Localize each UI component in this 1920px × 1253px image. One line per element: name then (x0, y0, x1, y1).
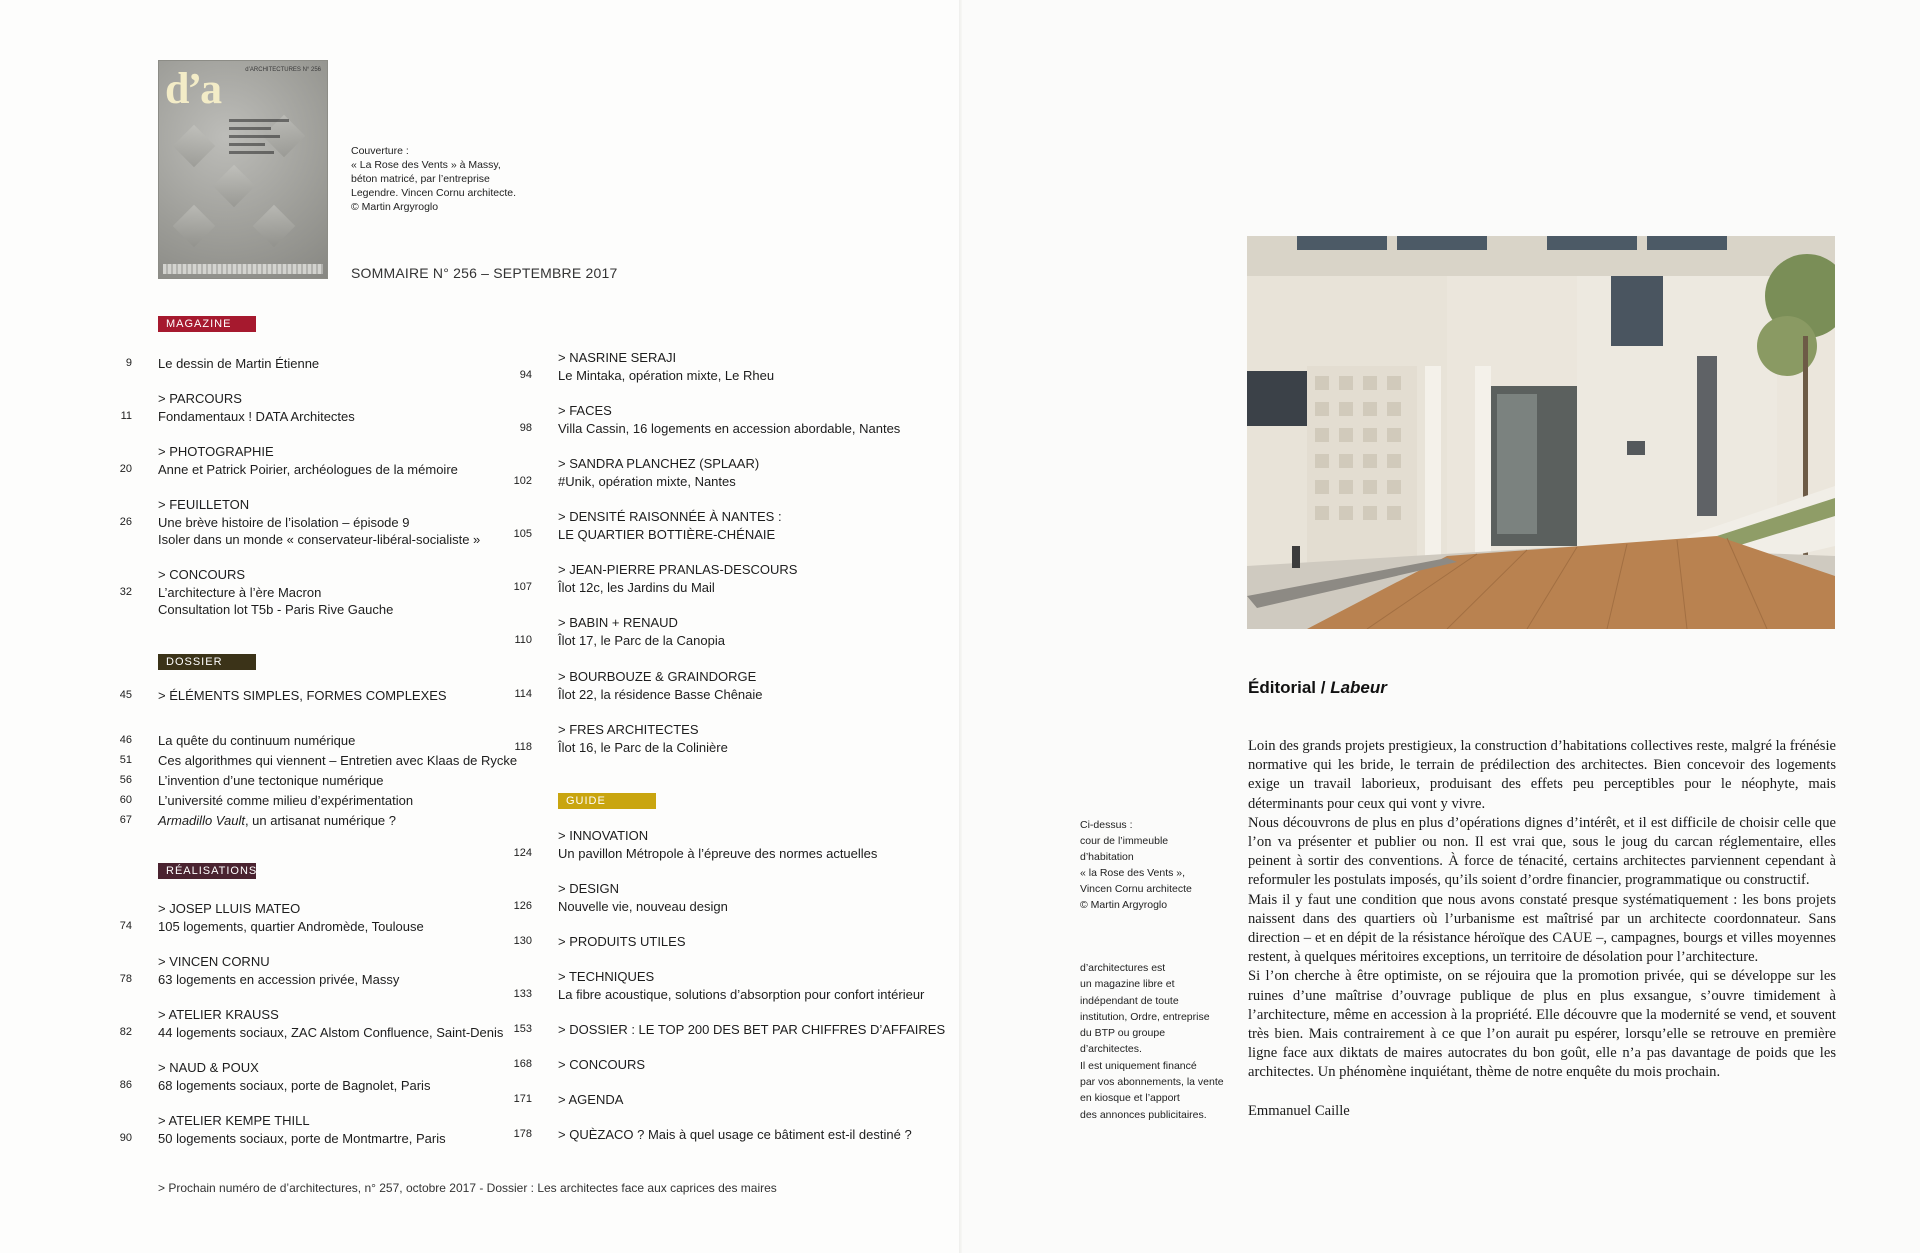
toc-page-number: 107 (513, 580, 532, 593)
photo-caption-line: Ci-dessus : (1080, 819, 1133, 831)
photo-caption (1080, 817, 1192, 913)
toc-entry-line: > CONCOURS (158, 567, 246, 582)
toc-page-number: 45 (119, 689, 132, 701)
toc-entry-line: Consultation lot T5b - Paris Rive Gauche (158, 602, 394, 617)
toc-entry-line: > BABIN + RENAUD (558, 615, 678, 630)
cover-caption-line: Legendre. Vincen Cornu architecte. (351, 187, 516, 199)
toc-page-number: 78 (119, 972, 132, 985)
toc-entry[interactable] (513, 933, 686, 951)
toc-page-number: 105 (513, 527, 532, 540)
toc-entry-line: > DENSITÉ RAISONNÉE À NANTES : (558, 509, 782, 524)
magazine-independence-note (1080, 960, 1224, 1123)
editorial-title-label: Éditorial / (1248, 678, 1331, 697)
toc-entry[interactable] (519, 402, 901, 437)
toc-page-number: 94 (519, 368, 532, 381)
toc-page-number: 133 (513, 987, 532, 1000)
toc-entry[interactable] (119, 953, 400, 988)
toc-page-number: 67 (119, 814, 132, 826)
toc-entry-line: 105 logements, quartier Andromède, Toulouse (158, 918, 424, 934)
toc-entry-line: > FEUILLETON (158, 497, 250, 512)
editorial-title (1248, 678, 1387, 698)
toc-entry[interactable] (119, 496, 481, 549)
toc-entry[interactable] (119, 566, 394, 619)
toc-entry[interactable] (119, 687, 447, 705)
section-tag-realisations: RÉALISATIONS (158, 863, 256, 879)
toc-page-number: 98 (519, 421, 532, 434)
toc-entry-line: 44 logements sociaux, ZAC Alstom Confluence, Saint-Denis (158, 1024, 504, 1040)
toc-entry-line: Le dessin de Martin Étienne (158, 356, 320, 371)
toc-entry-line: > ATELIER KEMPE THILL (158, 1113, 310, 1128)
toc-entry-line: 50 logements sociaux, porte de Montmartre, Paris (158, 1130, 446, 1146)
toc-page-number: 86 (119, 1078, 132, 1091)
toc-entry[interactable] (120, 390, 355, 425)
editorial-body (1248, 737, 1836, 1083)
toc-entry-line: L’université comme milieu d’expérimentation (158, 793, 414, 808)
photo-caption-line: Vincen Cornu architecte (1080, 883, 1192, 895)
editorial-subtitle: Labeur (1330, 678, 1387, 697)
mag-note-line: en kiosque et l’apport (1080, 1092, 1180, 1105)
toc-entry-line: > DESIGN (558, 881, 620, 896)
toc-entry-line: > PARCOURS (158, 391, 242, 406)
toc-page-number: 124 (513, 846, 532, 859)
cover-caption (351, 144, 516, 214)
toc-entry-line: Isoler dans un monde « conservateur-libéral-socialiste » (158, 532, 481, 547)
toc-entry-line: Nouvelle vie, nouveau design (558, 898, 728, 914)
photo-caption-line: « la Rose des Vents », (1080, 867, 1186, 879)
cover-texture-tile (253, 205, 295, 247)
mag-note-line: d’architectes. (1080, 1043, 1142, 1056)
toc-page-number: 26 (119, 515, 132, 528)
toc-page-number: 9 (125, 357, 132, 369)
section-tag-guide: GUIDE (558, 793, 656, 809)
toc-entry[interactable] (514, 721, 728, 756)
toc-entry-line: Îlot 22, la résidence Basse Chênaie (558, 686, 763, 702)
toc-entry[interactable] (513, 880, 728, 915)
toc-entry-line: La fibre acoustique, solutions d’absorption pour confort intérieur (558, 986, 925, 1002)
mag-note-line: par vos abonnements, la vente (1080, 1076, 1224, 1089)
toc-entry-line: L’invention d’une tectonique numérique (158, 773, 384, 788)
cover-texture-tile (213, 165, 255, 207)
toc-entry[interactable] (513, 561, 798, 596)
cover-texture-tile (173, 125, 215, 167)
toc-entry-line: > VINCEN CORNU (158, 954, 270, 969)
toc-entry-line: > PHOTOGRAPHIE (158, 444, 274, 459)
toc-entry-line: > BOURBOUZE & GRAINDORGE (558, 669, 757, 684)
toc-page-number: 20 (119, 462, 132, 475)
toc-page-number: 32 (119, 585, 132, 598)
cover-headlines (229, 119, 289, 159)
toc-entry-line: > AGENDA (558, 1092, 624, 1107)
toc-entry-line: Un pavillon Métropole à l’épreuve des normes actuelles (558, 845, 878, 861)
toc-entry[interactable] (513, 827, 878, 862)
editorial-paragraph: Nous découvrons de plus en plus d’opérations dignes d’intérêt, et il est difficile de choisir celle que l’on va présenter et publier ou non. Il est vrai que, sous le joug du carcan réglementaire, elles peinent à sortir des conventions. À force de ténacité, certains architectes parviennent cependant à reformuler les postulats imposés, qu’ils soient d’ordre financier, programmatique ou constructif. (1248, 814, 1836, 889)
toc-entry-line: #Unik, opération mixte, Nantes (558, 473, 736, 489)
toc-entry-line: Ces algorithmes qui viennent – Entretien avec Klaas de Rycke (158, 753, 518, 768)
toc-entry[interactable] (119, 443, 458, 478)
mag-note-line: un magazine libre et (1080, 978, 1175, 991)
toc-entry-line: > CONCOURS (558, 1057, 646, 1072)
toc-page-number: 153 (513, 1023, 532, 1035)
toc-entry[interactable] (513, 968, 925, 1003)
toc-page-number: 51 (119, 754, 132, 766)
toc-page-number: 178 (513, 1128, 532, 1140)
toc-entry-line: > TECHNIQUES (558, 969, 655, 984)
editorial-signature: Emmanuel Caille (1248, 1103, 1350, 1119)
cover-footer-strip (163, 264, 323, 274)
toc-entry-line: Îlot 12c, les Jardins du Mail (558, 579, 715, 595)
toc-page-number: 46 (119, 734, 132, 746)
toc-entry-line: 63 logements en accession privée, Massy (158, 971, 400, 987)
cover-issue-label: d’ARCHITECTURES N° 256 (245, 67, 321, 73)
cover-logo: d’a (165, 64, 221, 113)
cover-caption-line: « La Rose des Vents » à Massy, (351, 159, 501, 171)
next-issue-note: > Prochain numéro de d’architectures, n° 257, octobre 2017 - Dossier : Les architectes face aux caprices des maires (158, 1181, 777, 1195)
toc-entry[interactable] (119, 792, 414, 810)
toc-entry-line: > INNOVATION (558, 828, 649, 843)
toc-page-number: 114 (514, 687, 532, 700)
toc-page-number: 171 (513, 1093, 532, 1105)
toc-page-number: 11 (120, 409, 132, 422)
toc-entry[interactable] (119, 900, 424, 935)
section-tag-dossier: DOSSIER (158, 654, 256, 670)
toc-entry-line: > JEAN-PIERRE PRANLAS-DESCOURS (558, 562, 798, 577)
mag-note-line: des annonces publicitaires. (1080, 1108, 1207, 1121)
toc-entry-line: > PRODUITS UTILES (558, 934, 686, 949)
toc-entry-line: 68 logements sociaux, porte de Bagnolet, Paris (158, 1077, 431, 1093)
cover-caption-line: © Martin Argyroglo (351, 201, 439, 213)
toc-page-number: 74 (119, 919, 132, 932)
toc-page-number: 56 (119, 774, 132, 786)
toc-entry-line: > NASRINE SERAJI (558, 350, 677, 365)
magazine-cover-thumbnail (158, 60, 328, 279)
toc-entry[interactable] (119, 1112, 446, 1147)
mag-note-line: d’architectures est (1080, 962, 1166, 974)
toc-entry[interactable] (513, 455, 760, 490)
toc-entry-line: > FRES ARCHITECTES (558, 722, 699, 737)
toc-page-number: 102 (513, 474, 532, 487)
toc-entry-line: Armadillo Vault, un artisanat numérique ? (158, 813, 396, 828)
toc-entry-line: > FACES (558, 403, 612, 418)
toc-entry[interactable] (119, 812, 396, 830)
section-tag-magazine: MAGAZINE (158, 316, 256, 332)
toc-entry-line: > QUÈZACO ? Mais à quel usage ce bâtiment est-il destiné ? (558, 1127, 912, 1142)
toc-entry[interactable] (513, 1021, 946, 1039)
sommaire-title: SOMMAIRE N° 256 – SEPTEMBRE 2017 (351, 265, 618, 281)
editorial-paragraph: Loin des grands projets prestigieux, la construction d’habitations collectives reste, malgré la frénésie normative qui les bride, le terrain de prédilection des architectes. Bien concevoir des logements exige un travail laborieux, produisant des effets peu perceptibles pour le néophyte, mais déterminants pour ceux qui vont y vivre. (1248, 738, 1836, 812)
toc-entry-line: Îlot 16, le Parc de la Colinière (558, 739, 728, 755)
toc-entry-line: > DOSSIER : LE TOP 200 DES BET PAR CHIFFRES D’AFFAIRES (558, 1022, 946, 1037)
mag-note-line: du BTP ou groupe (1080, 1027, 1166, 1040)
toc-entry-line: La quête du continuum numérique (158, 733, 356, 748)
editorial-paragraph: Mais il y faut une condition que nous avons constaté presque systématiquement : les bons projets naissent dans des quartiers où l’urbanisme est maîtrisé par un architecte coordonnateur. Sans direction – et en dépit de la résistance héroïque des CAUE –, campagnes, bourgs et villes moyennes restent, à quelques méritoires exceptions, un territoire de désolation pour l’architecture. (1248, 891, 1836, 966)
toc-entry-line: > JOSEP LLUIS MATEO (158, 901, 301, 916)
toc-entry[interactable] (514, 668, 763, 703)
mag-note-line: Il est uniquement financé (1080, 1059, 1197, 1072)
toc-entry[interactable] (514, 614, 725, 649)
toc-entry-line: > ÉLÉMENTS SIMPLES, FORMES COMPLEXES (158, 688, 447, 703)
toc-page-number: 130 (513, 935, 532, 947)
cover-caption-line: béton matricé, par l’entreprise (351, 173, 490, 185)
editorial-photo (1247, 236, 1835, 629)
toc-page-number: 126 (513, 899, 532, 912)
toc-page-number: 82 (119, 1025, 132, 1038)
toc-entry-line: Le Mintaka, opération mixte, Le Rheu (558, 367, 775, 383)
toc-entry[interactable] (119, 772, 384, 790)
toc-entry-line: > ATELIER KRAUSS (158, 1007, 279, 1022)
mag-note-line: institution, Ordre, entreprise (1080, 1010, 1210, 1023)
toc-entry[interactable] (513, 508, 782, 543)
toc-page-number: 118 (514, 740, 532, 753)
editorial-paragraph: Si l’on cherche à être optimiste, on se réjouira que la promotion privée, qui se développe sur les ruines d’une maîtrise d’ouvrage publique de plus en plus exsangue, s’ouvre timidement à l’architecture, même en accession à la propriété. Elle découvre que la modernité se vend, et souvent très bien. Mais contrairement à ce que l’on aurait pu espérer, lorsqu’elle se retrouve en première ligne face aux diktats de maires autocrates du bon goût, elle n’a pas davantage de poids que les architectes. Un phénomène inquiétant, thème de notre enquête du mois prochain. (1248, 968, 1836, 1081)
toc-entry[interactable] (119, 1059, 431, 1094)
cover-caption-line: Couverture : (351, 145, 409, 157)
toc-entry-line: Une brève histoire de l’isolation – épisode 9 (158, 514, 410, 530)
toc-entry-line: Villa Cassin, 16 logements en accession abordable, Nantes (558, 420, 901, 436)
photo-caption-line: cour de l’immeuble (1080, 835, 1169, 847)
toc-entry[interactable] (513, 1091, 624, 1109)
toc-entry-line: LE QUARTIER BOTTIÈRE-CHÉNAIE (558, 526, 776, 542)
toc-entry-line: Anne et Patrick Poirier, archéologues de la mémoire (158, 461, 458, 477)
toc-entry-line: Îlot 17, le Parc de la Canopia (558, 632, 725, 648)
toc-page-number: 60 (119, 794, 132, 806)
mag-note-line: indépendant de toute (1080, 994, 1179, 1007)
toc-entry-line: > NAUD & POUX (158, 1060, 259, 1075)
photo-caption-line: d’habitation (1080, 851, 1134, 863)
toc-entry[interactable] (119, 732, 356, 750)
cover-texture-tile (173, 205, 215, 247)
photo-caption-line: © Martin Argyroglo (1080, 899, 1168, 911)
toc-entry[interactable] (119, 752, 518, 770)
toc-entry[interactable] (519, 349, 775, 384)
toc-entry[interactable] (513, 1126, 912, 1144)
toc-entry-line: Fondamentaux ! DATA Architectes (158, 408, 355, 424)
toc-entry-line: > SANDRA PLANCHEZ (SPLAAR) (558, 456, 760, 471)
toc-entry[interactable] (119, 1006, 504, 1041)
toc-entry[interactable] (513, 1056, 646, 1074)
toc-page-number: 110 (514, 633, 532, 646)
toc-entry[interactable] (125, 355, 320, 373)
toc-page-number: 168 (513, 1058, 532, 1070)
toc-entry-line: L’architecture à l’ère Macron (158, 584, 322, 600)
toc-page-number: 90 (119, 1131, 132, 1144)
